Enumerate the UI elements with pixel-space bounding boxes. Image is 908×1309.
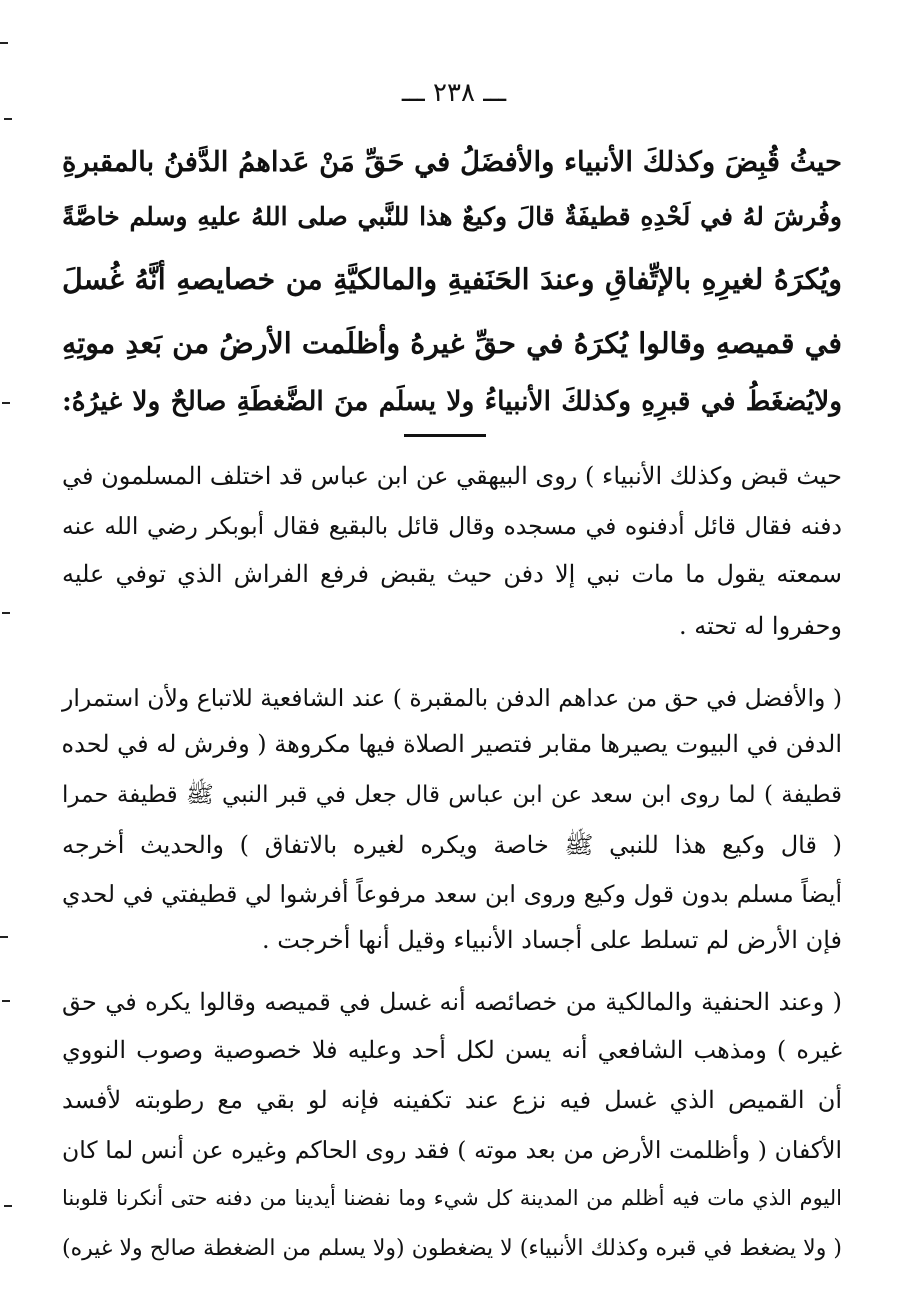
verse-line: حيثُ قُبِضَ وكذلكَ الأنبياء والأفضَلُ في حَقِّ مَنْ عَداهمُ الدَّفنُ بالمقبرةِ (62, 146, 842, 178)
commentary-line: الأكفان ( وأظلمت الأرض من بعد موته ) فقد روى الحاكم وغيره عن أنس لما كان (62, 1136, 842, 1164)
commentary-line: سمعته يقول ما مات نبي إلا دفن حيث يقبض فرفع الفراش الذي توفي عليه (62, 560, 842, 588)
commentary-line: قطيفة ) لما روى ابن سعد عن ابن عباس قال جعل في قبر النبي ﷺ قطيفة حمرا (62, 782, 842, 808)
commentary-line: ( قال وكيع هذا للنبي ﷺ خاصة ويكره لغيره بالاتفاق ) والحديث أخرجه (62, 831, 842, 859)
commentary-line: فإن الأرض لم تسلط على أجساد الأنبياء وقيل أنها أخرجت . (261, 926, 842, 954)
verse-line: وفُرشَ لهُ في لَحْدِهِ قطيفَةٌ قالَ وكيعٌ هذا للنَّبي صلى اللهُ عليهِ وسلم خاصَّةً (62, 202, 842, 231)
commentary-line: ( ولا يضغط في قبره وكذلك الأنبياء) لا يضغطون (ولا يسلم من الضغطة صالح ولا غيره) (62, 1236, 842, 1261)
commentary-line: وحفروا له تحته . (678, 612, 842, 640)
margin-mark (4, 118, 12, 120)
commentary-line: ( وعند الحنفية والمالكية من خصائصه أنه غسل في قميصه وقالوا يكره في حق (62, 988, 842, 1016)
commentary-line: حيث قبض وكذلك الأنبياء ) روى البيهقي عن ابن عباس قد اختلف المسلمون في (62, 462, 842, 490)
commentary-line: أن القميص الذي غسل فيه نزع عند تكفينه فإنه لو بقي مع رطوبته لأفسد (62, 1086, 842, 1114)
verse-line: في قميصهِ وقالوا يُكرَهُ في حقِّ غيرهُ وأظلَمت الأرضُ من بَعدِ موتِهِ (62, 326, 842, 360)
commentary-line: أيضاً مسلم بدون قول وكيع وروى ابن سعد مرفوعاً أفرشوا لي قطيفتي في لحدي (62, 880, 842, 908)
commentary-line: غيره ) ومذهب الشافعي أنه يسن لكل أحد وعليه فلا خصوصية وصوب النووي (62, 1036, 842, 1064)
margin-mark (2, 612, 10, 614)
commentary-line: ( والأفضل في حق من عداهم الدفن بالمقبرة ) عند الشافعية للاتباع ولأن استمرار (62, 684, 842, 712)
margin-mark (0, 42, 8, 44)
commentary-line: اليوم الذي مات فيه أظلم من المدينة كل شيء وما نفضنا أيدينا من دفنه حتى أنكرنا قلوبنا (62, 1186, 842, 1210)
margin-mark (2, 402, 10, 404)
margin-mark (4, 1205, 12, 1207)
commentary-line: دفنه فقال قائل أدفنوه في مسجده وقال قائل بالبقيع فقال أبوبكر رضي الله عنه (62, 512, 842, 540)
verse-line: ولايُضغَطُ في قبرِهِ وكذلكَ الأنبياءُ ولا يسلَم منَ الضَّغطَةِ صالحٌ ولا غيرُهُ: (62, 386, 842, 417)
commentary-line: الدفن في البيوت يصيرها مقابر فتصير الصلاة فيها مكروهة ( وفرش له في لحده (61, 730, 842, 758)
margin-mark (0, 936, 8, 938)
page-number: ـــ ٢٣٨ ـــ (401, 78, 507, 108)
text-underline (404, 434, 486, 437)
verse-line: ويُكرَهُ لغيرِهِ بالإتِّفاقِ وعندَ الحَنَفيةِ والمالكيَّةِ من خصايصهِ أنَّهُ غُسلَ (62, 262, 842, 296)
margin-mark (2, 1000, 10, 1002)
